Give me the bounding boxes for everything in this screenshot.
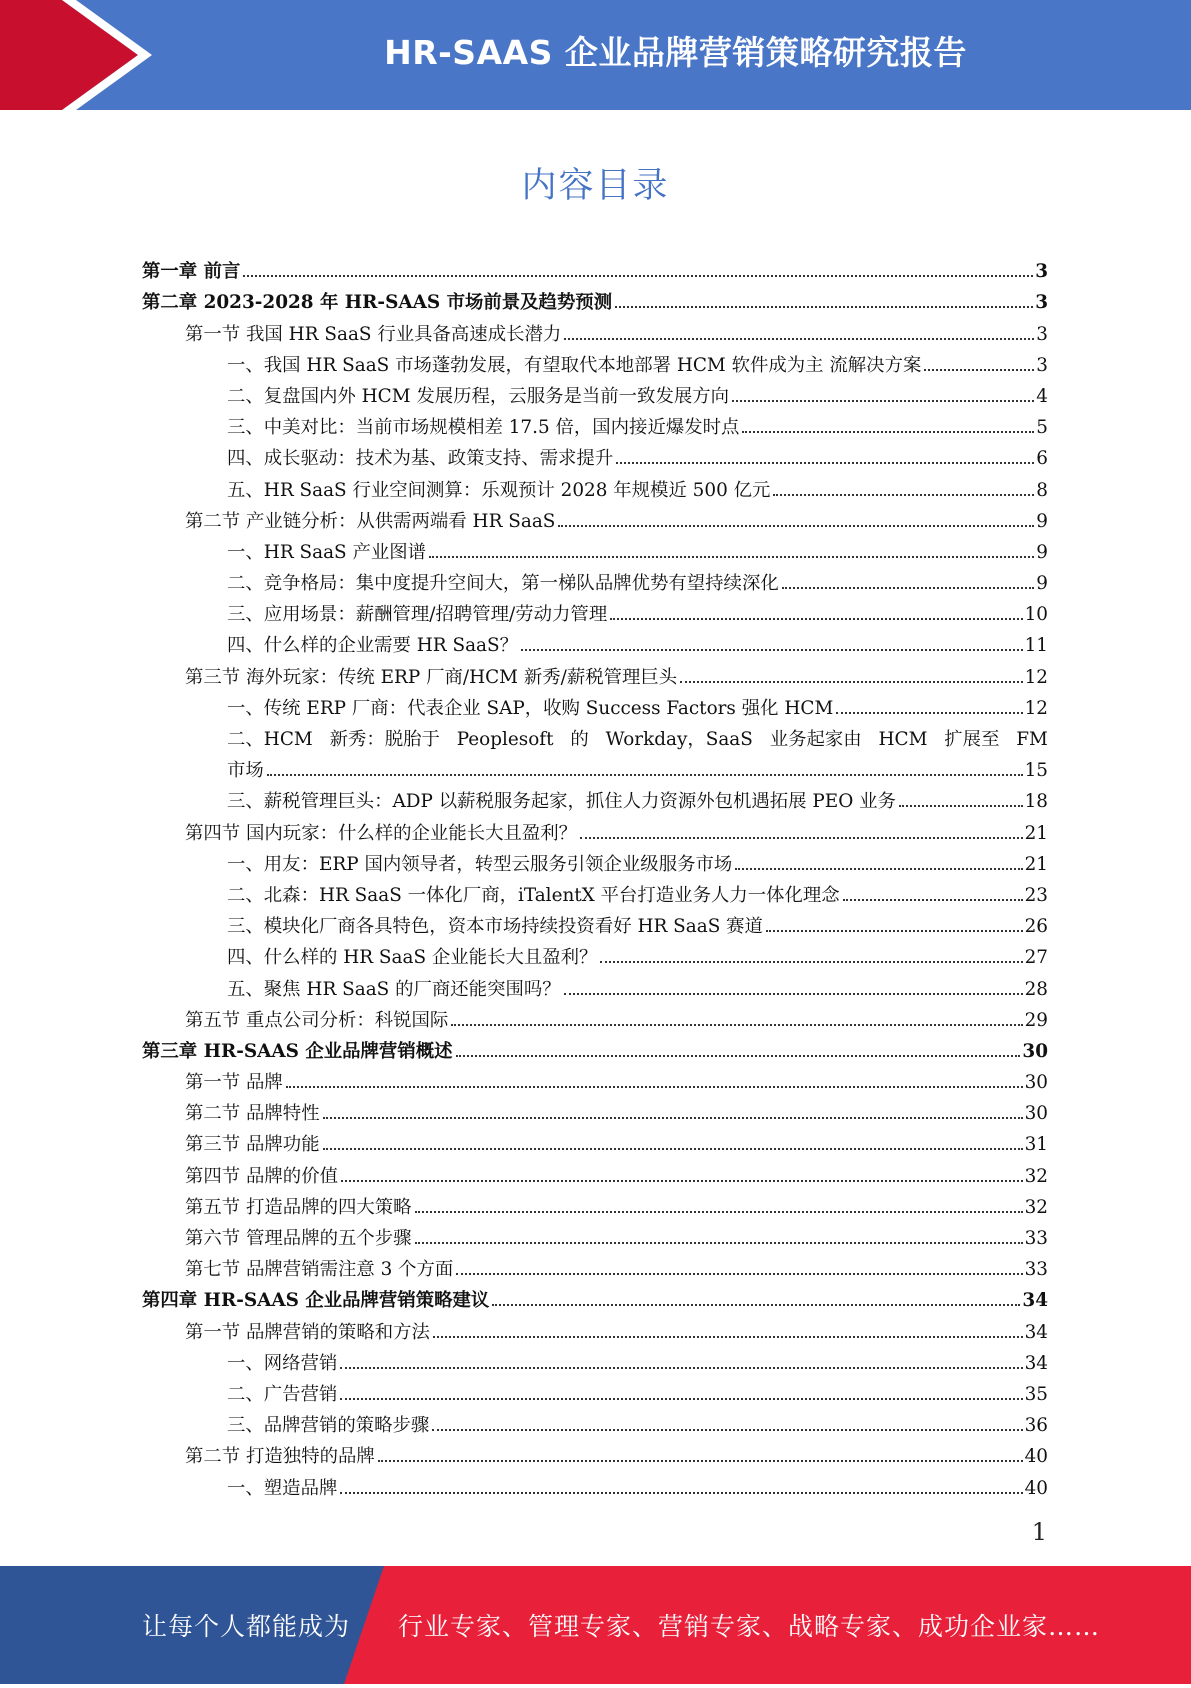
page-number: 1: [1031, 1518, 1047, 1546]
toc-entry-title: 第二节 品牌特性: [185, 1103, 320, 1125]
toc-entry[interactable]: [142, 1220, 1048, 1251]
toc-entry-title: 第四章 HR-SAAS 企业品牌营销策略建议: [142, 1290, 490, 1312]
toc-dot-leader: [600, 961, 1022, 963]
toc-dot-leader: [340, 1367, 1022, 1369]
toc-entry-title: 第四节 品牌的价值: [185, 1165, 338, 1187]
toc-dot-leader: [564, 993, 1023, 995]
toc-entry[interactable]: [142, 284, 1048, 315]
toc-entry[interactable]: [142, 1282, 1048, 1313]
toc-entry-title: 市场: [227, 760, 264, 782]
toc-entry-title: 第二节 打造独特的品牌: [185, 1446, 375, 1468]
toc-dot-leader: [610, 618, 1022, 620]
toc-entry-page: 33: [1024, 1228, 1048, 1250]
toc-entry-page: 34: [1022, 1290, 1048, 1312]
toc-entry-title: 二、竞争格局：集中度提升空间大，第一梯队品牌优势有望持续深化: [227, 573, 779, 595]
toc-entry-page: 31: [1024, 1134, 1048, 1156]
toc-entry-page: 40: [1024, 1477, 1048, 1499]
toc-dot-leader: [735, 868, 1022, 870]
toc-entry[interactable]: [142, 1438, 1048, 1469]
toc-entry-word: HCM: [878, 729, 928, 750]
toc-entry-title: 一、网络营销: [227, 1352, 338, 1374]
toc-entry[interactable]: [142, 1002, 1048, 1033]
toc-entry[interactable]: [142, 1064, 1048, 1095]
toc-entry-title: 第二章 2023-2028 年 HR-SAAS 市场前景及趋势预测: [142, 292, 613, 314]
toc-entry[interactable]: [142, 1033, 1048, 1064]
toc-entry-page: 27: [1024, 947, 1048, 969]
toc-dot-leader: [340, 1398, 1022, 1400]
footer-slogan-right: 行业专家、管理专家、营销专家、战略专家、成功企业家……: [398, 1612, 1101, 1641]
toc-entry-title: 第三节 品牌功能: [185, 1134, 320, 1156]
toc-dot-leader: [924, 369, 1034, 371]
toc-entry-title: 三、薪税管理巨头：ADP 以薪税服务起家，抓住人力资源外包机遇拓展 PEO 业务: [227, 791, 896, 813]
toc-entry-word: Workday，SaaS: [605, 729, 753, 750]
toc-dot-leader: [433, 1336, 1023, 1338]
toc-entry[interactable]: [142, 1376, 1048, 1407]
toc-entry-word: Peoplesoft: [456, 729, 554, 750]
toc-entry[interactable]: [142, 658, 1048, 689]
toc-entry[interactable]: [142, 814, 1048, 845]
toc-entry-title: 第一节 品牌营销的策略和方法: [185, 1321, 430, 1343]
toc-dot-leader: [680, 681, 1022, 683]
toc-entry-page: 23: [1024, 884, 1048, 906]
toc-dot-leader: [492, 1304, 1020, 1306]
toc-entry[interactable]: [142, 315, 1048, 346]
toc-entry-page: 12: [1024, 697, 1048, 719]
toc-entry-title: 一、HR SaaS 产业图谱: [227, 541, 427, 563]
toc-entry[interactable]: [142, 503, 1048, 534]
toc-dot-leader: [615, 306, 1033, 308]
toc-entry-title: 四、什么样的 HR SaaS 企业能长大且盈利？: [227, 947, 598, 969]
toc-dot-leader: [843, 899, 1023, 901]
toc-entry-title: 一、用友：ERP 国内领导者，转型云服务引领企业级服务市场: [227, 853, 733, 875]
toc-entry-title: 第四节 国内玩家：什么样的企业能长大且盈利？: [185, 822, 578, 844]
toc-entry-page: 12: [1024, 666, 1048, 688]
toc-entry-title: 第一章 前言: [142, 261, 241, 283]
toc-entry[interactable]: [142, 1313, 1048, 1344]
toc-entry[interactable]: [142, 690, 1048, 721]
toc-entry[interactable]: [142, 1095, 1048, 1126]
toc-dot-leader: [432, 1429, 1022, 1431]
toc-entry[interactable]: [142, 908, 1048, 939]
toc-dot-leader: [378, 1460, 1023, 1462]
toc-entry-page: 3: [1036, 354, 1048, 376]
toc-entry-page: 21: [1024, 853, 1048, 875]
toc-entry-title: 第六节 管理品牌的五个步骤: [185, 1228, 412, 1250]
toc-entry-word: 的: [570, 729, 589, 750]
toc-dot-leader: [899, 805, 1023, 807]
footer-slogan-left: 让每个人都能成为: [142, 1612, 351, 1641]
toc-entry-page: 15: [1024, 760, 1048, 782]
toc-dot-leader: [429, 556, 1034, 558]
toc-entry-title: 第一节 品牌: [185, 1072, 283, 1094]
toc-entry-title: 第一节 我国 HR SaaS 行业具备高速成长潜力: [185, 323, 562, 345]
toc-entry[interactable]: [142, 1407, 1048, 1438]
toc-entry-page: 9: [1036, 541, 1048, 563]
toc-entry[interactable]: [142, 1189, 1048, 1220]
toc-dot-leader: [323, 1117, 1023, 1119]
toc-entry[interactable]: [142, 721, 1048, 783]
toc-entry[interactable]: [142, 534, 1048, 565]
toc-entry-page: 32: [1024, 1196, 1048, 1218]
toc-entry-title: 三、模块化厂商各具特色，资本市场持续投资看好 HR SaaS 赛道: [227, 916, 763, 938]
toc-entry-word: 业务起家由: [769, 729, 862, 750]
header-title: HR-SAAS 企业品牌营销策略研究报告: [384, 33, 967, 72]
toc-entry[interactable]: [142, 1345, 1048, 1376]
toc-entry-page: 34: [1024, 1352, 1048, 1374]
toc-entry-title: 一、塑造品牌: [227, 1477, 338, 1499]
table-of-contents: [142, 253, 1048, 1501]
toc-entry-title: 三、品牌营销的策略步骤: [227, 1415, 430, 1437]
toc-entry-page: 3: [1036, 323, 1048, 345]
page-header: [0, 0, 1191, 110]
toc-entry-title: 三、应用场景：薪酬管理/招聘管理/劳动力管理: [227, 604, 608, 626]
toc-entry-page: 9: [1036, 510, 1048, 532]
toc-entry[interactable]: [142, 1126, 1048, 1157]
toc-entry-page: 4: [1036, 385, 1048, 407]
toc-entry[interactable]: [142, 440, 1048, 471]
toc-entry-title: 一、传统 ERP 厂商：代表企业 SAP，收购 Success Factors 强化 HCM: [227, 697, 834, 719]
toc-entry-page: 30: [1024, 1103, 1048, 1125]
toc-entry[interactable]: [142, 1469, 1048, 1500]
toc-entry-page: 34: [1024, 1321, 1048, 1343]
toc-entry[interactable]: [142, 1251, 1048, 1282]
toc-entry-page: 10: [1024, 604, 1048, 626]
toc-entry-page: 30: [1022, 1040, 1048, 1062]
toc-entry-page: 5: [1036, 417, 1048, 439]
toc-entry-title: 五、聚焦 HR SaaS 的厂商还能突围吗？: [227, 978, 561, 1000]
toc-entry-title-line1: [227, 728, 1048, 752]
toc-entry[interactable]: [142, 253, 1048, 284]
toc-entry-title: 二、广告营销: [227, 1383, 338, 1405]
toc-dot-leader: [243, 275, 1033, 277]
toc-heading: 内容目录: [521, 166, 670, 206]
toc-entry-page: 3: [1035, 261, 1048, 283]
toc-entry-page: 36: [1024, 1415, 1048, 1437]
toc-dot-leader: [521, 649, 1023, 651]
toc-dot-leader: [340, 1492, 1022, 1494]
toc-entry[interactable]: [142, 596, 1048, 627]
toc-dot-leader: [836, 712, 1022, 714]
toc-entry-word: 新秀：脱胎于: [329, 729, 440, 750]
toc-entry-title: 四、成长驱动：技术为基、政策支持、需求提升: [227, 448, 614, 470]
toc-dot-leader: [732, 400, 1034, 402]
toc-entry[interactable]: [142, 409, 1048, 440]
toc-entry[interactable]: [142, 471, 1048, 502]
toc-dot-leader: [267, 774, 1023, 776]
toc-entry-word: 扩展至: [944, 729, 1000, 750]
toc-entry-page: 29: [1024, 1009, 1048, 1031]
page-footer: [0, 1566, 1191, 1684]
toc-entry-page: 21: [1024, 822, 1048, 844]
toc-entry-word: 二、HCM: [227, 729, 313, 750]
toc-dot-leader: [773, 494, 1034, 496]
toc-dot-leader: [782, 587, 1035, 589]
toc-entry[interactable]: [142, 378, 1048, 409]
toc-dot-leader: [451, 1024, 1022, 1026]
toc-entry-page: 6: [1036, 448, 1048, 470]
toc-dot-leader: [341, 1180, 1023, 1182]
toc-entry-page: 30: [1024, 1072, 1048, 1094]
toc-entry-page: 33: [1024, 1259, 1048, 1281]
toc-entry[interactable]: [142, 347, 1048, 378]
toc-entry-page: 35: [1024, 1383, 1048, 1405]
toc-entry-title: 第五节 打造品牌的四大策略: [185, 1196, 412, 1218]
toc-entry-title: 第七节 品牌营销需注意 3 个方面: [185, 1259, 454, 1281]
toc-entry-title: 五、HR SaaS 行业空间测算：乐观预计 2028 年规模近 500 亿元: [227, 479, 771, 501]
toc-entry[interactable]: [142, 970, 1048, 1001]
toc-entry-title: 第五节 重点公司分析：科锐国际: [185, 1009, 449, 1031]
toc-entry-page: 40: [1024, 1446, 1048, 1468]
toc-dot-leader: [766, 930, 1023, 932]
toc-entry-page: 9: [1036, 573, 1048, 595]
toc-dot-leader: [456, 1055, 1021, 1057]
toc-entry[interactable]: [142, 846, 1048, 877]
toc-dot-leader: [415, 1211, 1023, 1213]
toc-entry-page: 3: [1035, 292, 1048, 314]
toc-entry-page: 32: [1024, 1165, 1048, 1187]
toc-entry-title: 一、我国 HR SaaS 市场蓬勃发展，有望取代本地部署 HCM 软件成为主 流解决方案: [227, 354, 922, 376]
toc-dot-leader: [564, 338, 1034, 340]
toc-entry-title: 第二节 产业链分析：从供需两端看 HR SaaS: [185, 510, 556, 532]
toc-entry-title: 第三章 HR-SAAS 企业品牌营销概述: [142, 1040, 453, 1062]
toc-entry[interactable]: [142, 627, 1048, 658]
toc-entry-page: 28: [1024, 978, 1048, 1000]
toc-dot-leader: [456, 1273, 1022, 1275]
toc-entry-page: 11: [1024, 635, 1048, 657]
toc-entry-title: 二、北森：HR SaaS 一体化厂商，iTalentX 平台打造业务人力一体化理念: [227, 884, 840, 906]
toc-dot-leader: [616, 462, 1034, 464]
toc-dot-leader: [742, 431, 1034, 433]
toc-entry-title: 二、复盘国内外 HCM 发展历程，云服务是当前一致发展方向: [227, 385, 730, 407]
toc-dot-leader: [323, 1148, 1023, 1150]
toc-entry[interactable]: [142, 565, 1048, 596]
toc-entry[interactable]: [142, 877, 1048, 908]
toc-entry-page: 8: [1036, 479, 1048, 501]
toc-dot-leader: [286, 1086, 1023, 1088]
toc-entry[interactable]: [142, 783, 1048, 814]
toc-entry-word: FM: [1016, 729, 1048, 750]
toc-entry-title: 四、什么样的企业需要 HR SaaS？: [227, 635, 518, 657]
toc-entry-title: 第三节 海外玩家：传统 ERP 厂商/HCM 新秀/薪税管理巨头: [185, 666, 678, 688]
toc-entry-title: 三、中美对比：当前市场规模相差 17.5 倍，国内接近爆发时点: [227, 417, 740, 439]
toc-entry[interactable]: [142, 1157, 1048, 1188]
toc-dot-leader: [558, 525, 1034, 527]
toc-entry[interactable]: [142, 939, 1048, 970]
toc-dot-leader: [580, 837, 1023, 839]
toc-dot-leader: [415, 1242, 1023, 1244]
toc-entry-page: 18: [1024, 791, 1048, 813]
toc-entry-page: 26: [1024, 916, 1048, 938]
